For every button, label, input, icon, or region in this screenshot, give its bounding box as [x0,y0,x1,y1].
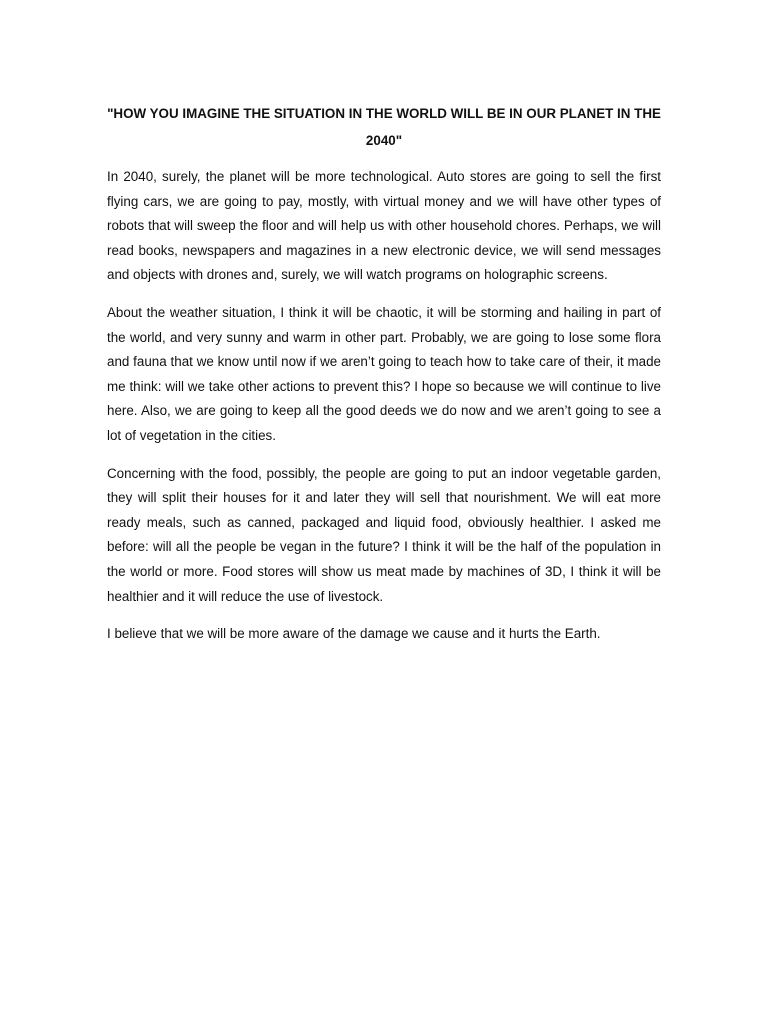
document-body [107,100,661,660]
paragraph-weather: About the weather situation, I think it will be chaotic, it will be storming and hailing in part of the world, and very sunny and warm in other part. Probably, we are going to lose some flora and fauna that we know until now if we aren’t going to teach how to take care of their, it made me think: will we take other actions to prevent this? I hope so because we will continue to live here. Also, we are going to keep all the good deeds we do now and we aren’t going to see a lot of vegetation in the cities. [107,304,661,443]
document-title: "HOW YOU IMAGINE THE SITUATION IN THE WORLD WILL BE IN OUR PLANET IN THE 2040" [107,106,661,148]
paragraph-food: Concerning with the food, possibly, the people are going to put an indoor vegetable garden, they will split their houses for it and later they will sell that nourishment. We will eat more ready meals, such as canned, packaged and liquid food, obviously healthier. I asked me before: will all the people be vegan in the future? I think it will be the half of the population in the world or more. Food stores will show us meat made by machines of 3D, I think it will be healthier and it will reduce the use of livestock. [107,465,661,604]
paragraph-conclusion: I believe that we will be more aware of the damage we cause and it hurts the Earth. [107,626,601,642]
paragraph-technology: In 2040, surely, the planet will be more technological. Auto stores are going to sell the first flying cars, we are going to pay, mostly, with virtual money and we will have other types of robots that will sweep the floor and will help us with other household chores. Perhaps, we will read books, newspapers and magazines in a new electronic device, we will send messages and objects with drones and, surely, we will watch programs on holographic screens. [107,169,661,283]
